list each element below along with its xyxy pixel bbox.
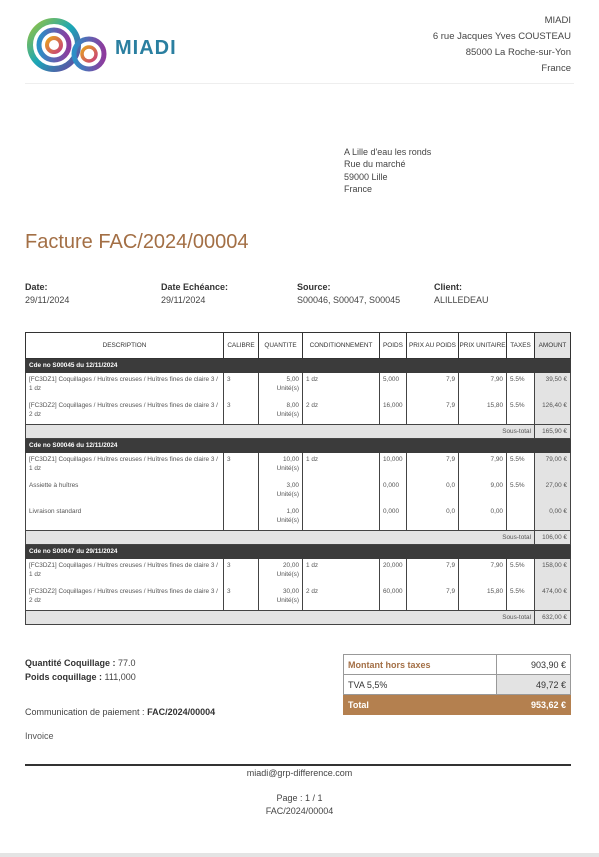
cell-conditionnement: 1 dz — [303, 373, 380, 399]
cell-prix-au-poids: 0,0 — [407, 479, 459, 505]
grand-total-value: 953,62 € — [497, 695, 571, 715]
cell-description: [FC3DZ1] Coquillages / Huîtres creuses / Huîtres fines de claire 3 / 1 dz — [26, 559, 224, 585]
cell-conditionnement — [303, 505, 380, 531]
total-ht-label: Montant hors taxes — [344, 655, 497, 675]
cell-poids: 16,000 — [380, 399, 407, 425]
col-taxes: TAXES — [507, 333, 535, 359]
section-title: Cde no S00046 du 12/11/2024 — [26, 439, 571, 453]
tva-value: 49,72 € — [497, 675, 571, 695]
cell-quantite — [259, 559, 303, 585]
info-label: Date: — [25, 282, 48, 292]
cell-poids: 5,000 — [380, 373, 407, 399]
col-poids: POIDS — [380, 333, 407, 359]
cell-calibre — [224, 479, 259, 505]
qty-value: 20,00 — [283, 562, 299, 569]
cell-amount: 79,00 € — [535, 453, 571, 479]
cell-quantite — [259, 585, 303, 611]
cell-poids: 0,000 — [380, 479, 407, 505]
customer-city: 59000 Lille — [344, 171, 388, 182]
company-city: 85000 La Roche-sur-Yon — [465, 47, 571, 58]
cell-description: [FC3DZ1] Coquillages / Huîtres creuses / Huîtres fines de claire 3 / 1 dz — [26, 373, 224, 399]
info-date — [25, 281, 69, 307]
cell-description: [FC3DZ2] Coquillages / Huîtres creuses / Huîtres fines de claire 3 / 2 dz — [26, 585, 224, 611]
logo-text: MIADI — [115, 37, 177, 59]
company-name: MIADI — [544, 15, 571, 26]
cell-description: [FC3DZ2] Coquillages / Huîtres creuses / Huîtres fines de claire 3 / 2 dz — [26, 399, 224, 425]
customer-address — [344, 146, 431, 195]
qty-label: Quantité Coquillage : — [25, 658, 116, 668]
cell-prix-unitaire: 15,80 — [459, 399, 507, 425]
cell-calibre: 3 — [224, 559, 259, 585]
company-street: 6 rue Jacques Yves COUSTEAU — [432, 31, 571, 42]
table-row — [26, 559, 571, 585]
col-prix-unitaire: PRIX UNITAIRE — [459, 333, 507, 359]
cell-taxes: 5.5% — [507, 453, 535, 479]
cell-prix-unitaire: 9,00 — [459, 479, 507, 505]
customer-name: A Lille d'eau les ronds — [344, 147, 432, 157]
cell-taxes: 5.5% — [507, 479, 535, 505]
col-description: DESCRIPTION — [26, 333, 224, 359]
cell-poids: 20,000 — [380, 559, 407, 585]
cell-taxes — [507, 505, 535, 531]
cell-prix-au-poids: 7,9 — [407, 373, 459, 399]
table-row — [26, 373, 571, 399]
cell-quantite — [259, 399, 303, 425]
subtotal-label: Sous-total — [26, 425, 535, 439]
cell-description: Assiette à huîtres — [26, 479, 224, 505]
invoice-note: Invoice — [25, 731, 54, 741]
footer-email: miadi@grp-difference.com — [246, 768, 353, 778]
company-country: France — [541, 63, 571, 74]
cell-calibre: 3 — [224, 399, 259, 425]
subtotal-row — [26, 531, 571, 545]
shellfish-weight — [25, 670, 136, 684]
cell-conditionnement: 1 dz — [303, 453, 380, 479]
qty-unit: Unité(s) — [276, 571, 299, 579]
customer-country: France — [344, 183, 373, 194]
invoice-title: Facture FAC/2024/00004 — [25, 231, 249, 253]
info-value: S00046, S00047, S00045 — [297, 295, 401, 305]
cell-conditionnement: 2 dz — [303, 399, 380, 425]
cell-poids: 10,000 — [380, 453, 407, 479]
subtotal-value: 106,00 € — [535, 531, 571, 545]
tva-label: TVA 5,5% — [344, 675, 497, 695]
cell-amount: 474,00 € — [535, 585, 571, 611]
subtotal-row — [26, 425, 571, 439]
cell-prix-au-poids: 7,9 — [407, 585, 459, 611]
cell-prix-unitaire: 7,90 — [459, 453, 507, 479]
cell-conditionnement — [303, 479, 380, 505]
cell-amount: 126,40 € — [535, 399, 571, 425]
qty-value: 3,00 — [286, 481, 299, 489]
cell-description: Livraison standard — [26, 505, 224, 531]
cell-prix-au-poids: 7,9 — [407, 453, 459, 479]
cell-prix-au-poids: 0,0 — [407, 505, 459, 531]
info-due-date — [161, 281, 228, 307]
payment-label: Communication de paiement : — [25, 707, 145, 717]
table-row — [26, 505, 571, 531]
weight-total: 111,000 — [104, 672, 136, 682]
qty-total: 77.0 — [118, 658, 136, 668]
cell-taxes: 5.5% — [507, 585, 535, 611]
header-divider — [25, 83, 574, 84]
cell-amount: 158,00 € — [535, 559, 571, 585]
table-row — [26, 479, 571, 505]
qty-value: 8,00 — [286, 401, 299, 409]
totals-table — [343, 654, 571, 715]
qty-unit: Unité(s) — [276, 516, 299, 524]
cell-prix-au-poids: 7,9 — [407, 559, 459, 585]
qty-unit: Unité(s) — [276, 596, 299, 604]
invoice-lines-table — [25, 332, 571, 625]
total-ht-row — [344, 655, 571, 675]
qty-unit: Unité(s) — [276, 410, 299, 418]
qty-unit: Unité(s) — [276, 385, 299, 393]
cell-conditionnement: 1 dz — [303, 559, 380, 585]
page-bottom-edge — [0, 853, 599, 857]
cell-prix-unitaire: 7,90 — [459, 559, 507, 585]
subtotal-label: Sous-total — [26, 531, 535, 545]
info-source — [297, 281, 400, 307]
cell-prix-unitaire: 15,80 — [459, 585, 507, 611]
footer-reference: FAC/2024/00004 — [265, 806, 334, 816]
cell-prix-unitaire: 0,00 — [459, 505, 507, 531]
subtotal-row — [26, 611, 571, 625]
qty-value: 1,00 — [286, 507, 299, 515]
company-address — [433, 13, 571, 77]
tva-row — [344, 675, 571, 695]
cell-amount: 0,00 € — [535, 505, 571, 531]
cell-conditionnement: 2 dz — [303, 585, 380, 611]
grand-total-row — [344, 695, 571, 715]
col-prix-au-poids: PRIX AU POIDS — [407, 333, 459, 359]
section-title: Cde no S00045 du 12/11/2024 — [26, 359, 571, 373]
subtotal-label: Sous-total — [26, 611, 535, 625]
section-title: Cde no S00047 du 29/11/2024 — [26, 545, 571, 559]
section-header-row — [26, 359, 571, 373]
cell-poids: 0,000 — [380, 505, 407, 531]
col-amount: AMOUNT — [535, 333, 571, 359]
logo-rings-icon — [27, 18, 111, 76]
info-value: 29/11/2024 — [25, 295, 70, 305]
company-logo — [27, 18, 187, 76]
info-value: ALILLEDEAU — [434, 295, 489, 305]
qty-value: 5,00 — [286, 376, 299, 383]
info-label: Source: — [297, 282, 331, 292]
info-label: Client: — [434, 282, 462, 292]
cell-calibre: 3 — [224, 453, 259, 479]
qty-unit: Unité(s) — [276, 465, 299, 473]
table-header-row — [26, 333, 571, 359]
weight-label: Poids coquillage : — [25, 672, 103, 682]
qty-value: 10,00 — [283, 456, 299, 463]
cell-calibre — [224, 505, 259, 531]
cell-amount: 27,00 € — [535, 479, 571, 505]
payment-reference — [25, 707, 215, 717]
col-quantite: QUANTITE — [259, 333, 303, 359]
customer-street: Rue du marché — [344, 159, 406, 170]
qty-value: 30,00 — [283, 587, 299, 595]
cell-taxes: 5.5% — [507, 373, 535, 399]
cell-description: [FC3DZ1] Coquillages / Huîtres creuses / Huîtres fines de claire 3 / 1 dz — [26, 453, 224, 479]
cell-quantite — [259, 479, 303, 505]
cell-calibre: 3 — [224, 373, 259, 399]
total-ht-value: 903,90 € — [497, 655, 571, 675]
col-conditionnement: CONDITIONNEMENT — [303, 333, 380, 359]
cell-amount: 39,50 € — [535, 373, 571, 399]
cell-taxes: 5.5% — [507, 559, 535, 585]
cell-taxes: 5.5% — [507, 399, 535, 425]
footer-page-number: Page : 1 / 1 — [276, 793, 323, 803]
cell-prix-au-poids: 7,9 — [407, 399, 459, 425]
info-client — [434, 281, 489, 307]
shellfish-summary — [25, 656, 136, 684]
section-header-row — [26, 439, 571, 453]
col-calibre: CALIBRE — [224, 333, 259, 359]
cell-quantite — [259, 505, 303, 531]
grand-total-label: Total — [344, 695, 497, 715]
table-row — [26, 453, 571, 479]
payment-value: FAC/2024/00004 — [147, 707, 216, 717]
section-header-row — [26, 545, 571, 559]
cell-prix-unitaire: 7,90 — [459, 373, 507, 399]
cell-poids: 60,000 — [380, 585, 407, 611]
info-label: Date Echéance: — [161, 282, 229, 292]
subtotal-value: 165,90 € — [535, 425, 571, 439]
cell-quantite — [259, 453, 303, 479]
table-row — [26, 585, 571, 611]
subtotal-value: 632,00 € — [535, 611, 571, 625]
cell-calibre: 3 — [224, 585, 259, 611]
footer-divider — [25, 764, 571, 766]
info-value: 29/11/2024 — [161, 295, 206, 305]
table-row — [26, 399, 571, 425]
shellfish-quantity — [25, 656, 136, 670]
qty-unit: Unité(s) — [276, 490, 299, 498]
cell-quantite — [259, 373, 303, 399]
